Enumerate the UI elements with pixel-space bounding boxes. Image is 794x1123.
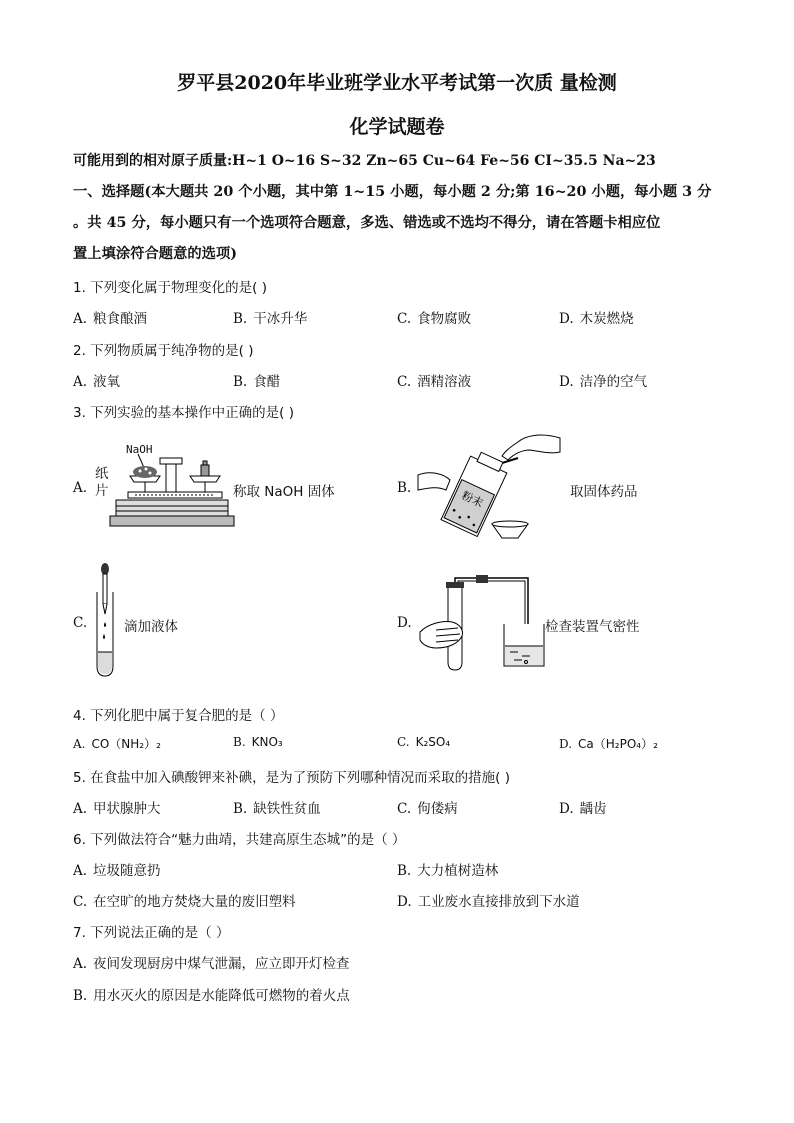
balance-illustration <box>110 440 230 535</box>
q5-option-c: C. 佝偻病 <box>397 801 458 817</box>
section1-line2: 。共 45 分，每小题只有一个选项符合题意，多选、错选或不选均不得分，请在答题卡相应位 <box>73 215 661 231</box>
spoon-bottle-illustration <box>410 430 560 550</box>
q1-option-b: B. 干冰升华 <box>233 311 308 327</box>
q3-option-a: 称取 NaOH 固体 <box>233 484 335 500</box>
q6-option-c: C. 在空旷的地方焚烧大量的废旧塑料 <box>73 894 296 910</box>
q3-paper-label-1: 纸 <box>95 466 109 482</box>
section1-line3: 置上填涂符合题意的选项) <box>73 246 238 262</box>
section1-line1: 一、选择题(本大题共 20 个小题，其中第 1~15 小题，每小题 2 分;第 16~20 小题，每小题 3 分 <box>73 184 712 200</box>
q1-option-d: D. 木炭燃烧 <box>559 311 634 327</box>
exam-title: 罗平县2020年毕业班学业水平考试第一次质 量检测 <box>177 72 617 94</box>
airtightness-illustration <box>418 574 548 674</box>
q3-stem: 3. 下列实验的基本操作中正确的是( ) <box>73 405 294 421</box>
q5-stem: 5. 在食盐中加入碘酸钾来补碘，是为了预防下列哪种情况而采取的措施( ) <box>73 770 510 786</box>
q7-option-a: A. 夜间发现厨房中煤气泄漏，应立即开灯检查 <box>73 956 350 972</box>
q5-option-a: A. 甲状腺肿大 <box>73 801 161 817</box>
q1-option-c: C. 食物腐败 <box>397 311 472 327</box>
q4-stem: 4. 下列化肥中属于复合肥的是（ ） <box>73 708 284 724</box>
q6-option-d: D. 工业废水直接排放到下水道 <box>397 894 580 910</box>
q5-option-b: B. 缺铁性贫血 <box>233 801 321 817</box>
q4-option-a: A. CO（NH₂）₂ <box>73 737 161 751</box>
q2-option-c: C. 酒精溶液 <box>397 374 472 390</box>
q3-option-b: 取固体药品 <box>570 484 638 500</box>
q4-option-b: B. KNO₃ <box>233 735 283 749</box>
q6-option-b: B. 大力植树造林 <box>397 863 499 879</box>
q3-option-b-key: B. <box>397 480 412 496</box>
q5-option-d: D. 龋齿 <box>559 801 607 817</box>
q3-option-c-key: C. <box>73 615 88 631</box>
q2-option-a: A. 液氧 <box>73 374 121 390</box>
q1-option-a: A. 粮食酿酒 <box>73 311 148 327</box>
q3-option-d-key: D. <box>397 615 412 631</box>
bottle-label: 粉末 <box>459 488 486 511</box>
q3-paper-label-2: 片 <box>95 483 109 499</box>
exam-subtitle: 化学试题卷 <box>349 116 445 138</box>
q7-option-b: B. 用水灭火的原因是水能降低可燃物的着火点 <box>73 988 350 1004</box>
q6-option-a: A. 垃圾随意扔 <box>73 863 161 879</box>
atomic-masses: 可能用到的相对原子质量:H~1 O~16 S~32 Zn~65 Cu~64 Fe~56 CI~35.5 Na~23 <box>73 153 656 169</box>
dropper-tube-illustration <box>92 562 122 682</box>
q3-option-d: 检查装置气密性 <box>545 619 640 635</box>
q6-stem: 6. 下列做法符合“魅力曲靖，共建高原生态城”的是（ ） <box>73 832 406 848</box>
q1-stem: 1. 下列变化属于物理变化的是( ) <box>73 280 267 296</box>
q7-stem: 7. 下列说法正确的是（ ） <box>73 925 230 941</box>
q3-naoh-label: NaOH <box>126 443 153 456</box>
q4-option-c: C. K₂SO₄ <box>397 735 451 749</box>
q3-option-c: 滴加液体 <box>124 619 178 635</box>
q2-option-b: B. 食醋 <box>233 374 281 390</box>
q2-option-d: D. 洁净的空气 <box>559 374 648 390</box>
q2-stem: 2. 下列物质属于纯净物的是( ) <box>73 343 254 359</box>
q4-option-d: D. Ca（H₂PO₄）₂ <box>559 737 658 751</box>
q3-option-a-key: A. <box>73 480 88 496</box>
